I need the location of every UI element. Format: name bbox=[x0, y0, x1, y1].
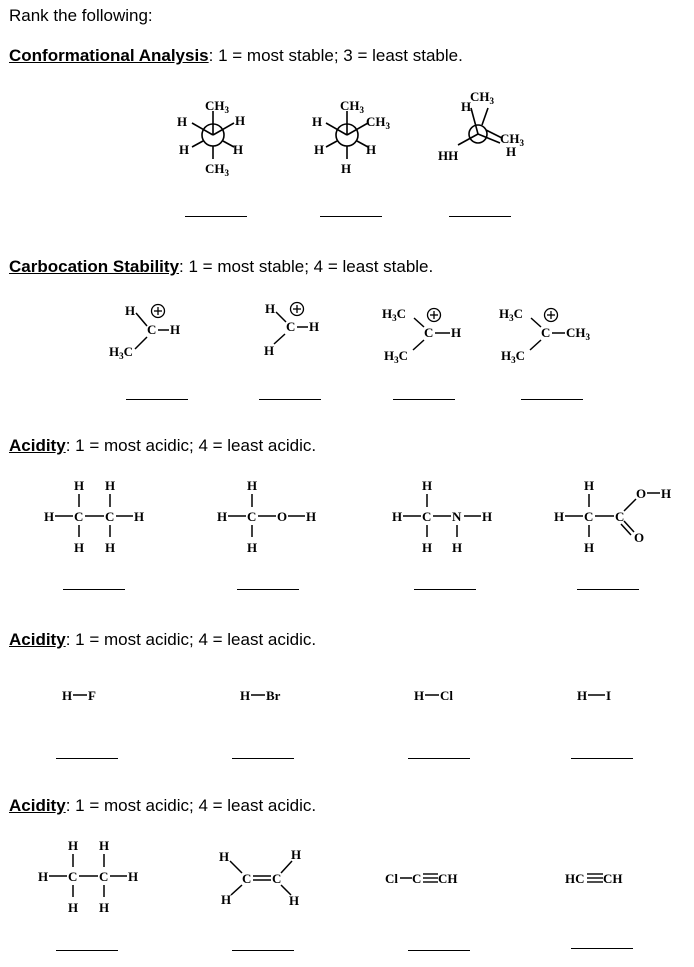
methyl-label: $CH_3$ bbox=[340, 98, 364, 115]
answer-blank[interactable] bbox=[237, 589, 299, 590]
section-heading-acidity-2 bbox=[9, 630, 316, 650]
answer-blank[interactable] bbox=[126, 399, 188, 400]
atom-h: H bbox=[392, 509, 403, 524]
atom-c: C bbox=[272, 871, 282, 886]
answer-blank[interactable] bbox=[449, 216, 511, 217]
atom-c: C bbox=[74, 509, 84, 524]
colon: : bbox=[65, 436, 76, 455]
section-scale: 1 = most stable; 3 = least stable. bbox=[218, 46, 463, 65]
atom-h: H bbox=[309, 319, 320, 334]
atom-h: H bbox=[44, 509, 55, 524]
answer-blank[interactable] bbox=[408, 950, 470, 951]
methyl-label: $CH_3$ bbox=[566, 325, 590, 342]
answer-blank[interactable] bbox=[56, 758, 118, 759]
section-scale: 1 = most stable; 4 = least stable. bbox=[188, 257, 434, 276]
section-scale: 1 = most acidic; 4 = least acidic. bbox=[75, 630, 317, 649]
methyl-label: $H_3C$ bbox=[109, 344, 134, 361]
atom-o: O bbox=[636, 486, 647, 501]
atom-h: H bbox=[482, 509, 493, 524]
atom-c: C bbox=[68, 869, 78, 884]
carbocation-methyl bbox=[255, 297, 345, 367]
atom-h: H bbox=[661, 486, 672, 501]
atom-h: H bbox=[554, 509, 565, 524]
atom-c: C bbox=[412, 871, 422, 886]
atom-c: C bbox=[147, 322, 157, 337]
atom-c: C bbox=[99, 869, 109, 884]
atom-o: O bbox=[634, 530, 645, 545]
atom-c: C bbox=[105, 509, 115, 524]
molecule-acetic-acid bbox=[550, 475, 685, 560]
answer-blank[interactable] bbox=[521, 399, 583, 400]
atom-h: H bbox=[584, 540, 595, 555]
section-heading-carbocation bbox=[9, 257, 433, 277]
atom-h: H bbox=[314, 142, 325, 157]
atom-hc: HC bbox=[565, 871, 585, 886]
atom-hh: HH bbox=[438, 148, 459, 163]
answer-blank[interactable] bbox=[571, 758, 633, 759]
molecule-ethene bbox=[215, 845, 315, 915]
atom-h: H bbox=[68, 900, 79, 915]
atom-h: H bbox=[99, 838, 110, 853]
methyl-label: $CH_3$ bbox=[366, 114, 390, 131]
molecule-methanol bbox=[210, 475, 330, 560]
section-heading-acidity-3 bbox=[9, 796, 316, 816]
atom-h: H bbox=[233, 142, 244, 157]
section-title: Carbocation Stability bbox=[9, 257, 180, 276]
section-title: Acidity bbox=[9, 796, 66, 815]
molecule-ethane bbox=[40, 475, 160, 560]
atom-h: H bbox=[105, 478, 116, 493]
atom-cl: Cl bbox=[440, 688, 453, 703]
atom-br: Br bbox=[266, 688, 281, 703]
atom-h: H bbox=[452, 540, 463, 555]
atom-c: C bbox=[584, 509, 594, 524]
molecule-acetylene bbox=[563, 866, 663, 890]
atom-h: H bbox=[366, 142, 377, 157]
atom-h: H bbox=[221, 892, 232, 907]
atom-h: H bbox=[62, 688, 73, 703]
atom-h: H bbox=[170, 322, 181, 337]
atom-c: C bbox=[541, 325, 551, 340]
atom-f: F bbox=[88, 688, 96, 703]
atom-h: H bbox=[235, 113, 246, 128]
atom-ch: CH bbox=[603, 871, 623, 886]
atom-c: C bbox=[242, 871, 252, 886]
answer-blank[interactable] bbox=[393, 399, 455, 400]
atom-h: H bbox=[584, 478, 595, 493]
atom-ch: CH bbox=[438, 871, 458, 886]
atom-h: H bbox=[38, 869, 49, 884]
colon: : bbox=[65, 796, 76, 815]
carbocation-tert-butyl bbox=[495, 300, 625, 370]
atom-h: H bbox=[265, 301, 276, 316]
atom-h: H bbox=[177, 114, 188, 129]
molecule-methylamine bbox=[385, 475, 505, 560]
atom-h: H bbox=[264, 343, 275, 358]
atom-h: H bbox=[247, 478, 258, 493]
answer-blank[interactable] bbox=[56, 950, 118, 951]
molecule-hydrogen-chloride bbox=[412, 684, 482, 708]
methyl-label: $H_3C$ bbox=[499, 306, 524, 323]
section-heading-acidity-1 bbox=[9, 436, 316, 456]
atom-h: H bbox=[577, 688, 588, 703]
newman-projection-2 bbox=[302, 95, 402, 185]
atom-i: I bbox=[606, 688, 612, 703]
answer-blank[interactable] bbox=[259, 399, 321, 400]
atom-o: O bbox=[277, 509, 288, 524]
atom-h: H bbox=[68, 838, 79, 853]
atom-h: H bbox=[74, 478, 85, 493]
atom-h: H bbox=[240, 688, 251, 703]
atom-h: H bbox=[247, 540, 258, 555]
section-title: Acidity bbox=[9, 630, 66, 649]
atom-h: H bbox=[312, 114, 323, 129]
atom-h: H bbox=[134, 509, 145, 524]
newman-projection-1 bbox=[165, 95, 265, 185]
atom-h: H bbox=[128, 869, 139, 884]
atom-h: H bbox=[422, 478, 433, 493]
atom-h: H bbox=[105, 540, 116, 555]
answer-blank[interactable] bbox=[232, 950, 294, 951]
section-title: Acidity bbox=[9, 436, 66, 455]
methyl-label: $CH_3$ bbox=[205, 98, 229, 115]
atom-c: C bbox=[286, 319, 296, 334]
methyl-label: $H_3C$ bbox=[384, 348, 409, 365]
atom-h: H bbox=[461, 99, 472, 114]
answer-blank[interactable] bbox=[408, 758, 470, 759]
atom-h: H bbox=[341, 161, 352, 176]
atom-h: H bbox=[506, 144, 517, 159]
molecule-chloroacetylene bbox=[383, 866, 493, 890]
atom-h: H bbox=[306, 509, 317, 524]
atom-h: H bbox=[451, 325, 462, 340]
atom-h: H bbox=[291, 847, 302, 862]
molecule-hydrogen-fluoride bbox=[60, 684, 120, 708]
atom-h: H bbox=[422, 540, 433, 555]
methyl-label: $CH_3$ bbox=[205, 161, 229, 178]
answer-blank[interactable] bbox=[414, 589, 476, 590]
atom-cl: Cl bbox=[385, 871, 398, 886]
newman-projection-3 bbox=[430, 86, 540, 176]
atom-h: H bbox=[219, 849, 230, 864]
molecule-hydrogen-iodide bbox=[575, 684, 635, 708]
atom-h: H bbox=[125, 303, 136, 318]
methyl-label: $CH_3$ bbox=[500, 131, 524, 148]
carbocation-isopropyl bbox=[378, 300, 488, 370]
atom-h: H bbox=[289, 893, 300, 908]
atom-h: H bbox=[74, 540, 85, 555]
answer-blank[interactable] bbox=[571, 948, 633, 949]
methyl-label: $H_3C$ bbox=[382, 306, 407, 323]
molecule-ethane bbox=[34, 835, 154, 920]
colon: : bbox=[208, 46, 219, 65]
answer-blank[interactable] bbox=[320, 216, 382, 217]
intro-text: Rank the following: bbox=[9, 6, 153, 25]
atom-c: C bbox=[422, 509, 432, 524]
answer-blank[interactable] bbox=[63, 589, 125, 590]
methyl-label: $CH_3$ bbox=[470, 89, 494, 106]
atom-n: N bbox=[452, 509, 462, 524]
answer-blank[interactable] bbox=[577, 589, 639, 590]
atom-h: H bbox=[217, 509, 228, 524]
atom-h: H bbox=[414, 688, 425, 703]
section-title: Conformational Analysis bbox=[9, 46, 209, 65]
atom-c: C bbox=[615, 509, 625, 524]
section-heading-conformational bbox=[9, 46, 463, 66]
atom-c: C bbox=[424, 325, 434, 340]
atom-c: C bbox=[247, 509, 257, 524]
colon: : bbox=[179, 257, 189, 276]
answer-blank[interactable] bbox=[185, 216, 247, 217]
atom-h: H bbox=[179, 142, 190, 157]
section-scale: 1 = most acidic; 4 = least acidic. bbox=[75, 796, 317, 815]
atom-h: H bbox=[99, 900, 110, 915]
colon: : bbox=[65, 630, 76, 649]
carbocation-ethyl bbox=[105, 297, 215, 367]
section-scale: 1 = most acidic; 4 = least acidic. bbox=[75, 436, 317, 455]
answer-blank[interactable] bbox=[232, 758, 294, 759]
methyl-label: $H_3C$ bbox=[501, 348, 526, 365]
molecule-hydrogen-bromide bbox=[238, 684, 308, 708]
